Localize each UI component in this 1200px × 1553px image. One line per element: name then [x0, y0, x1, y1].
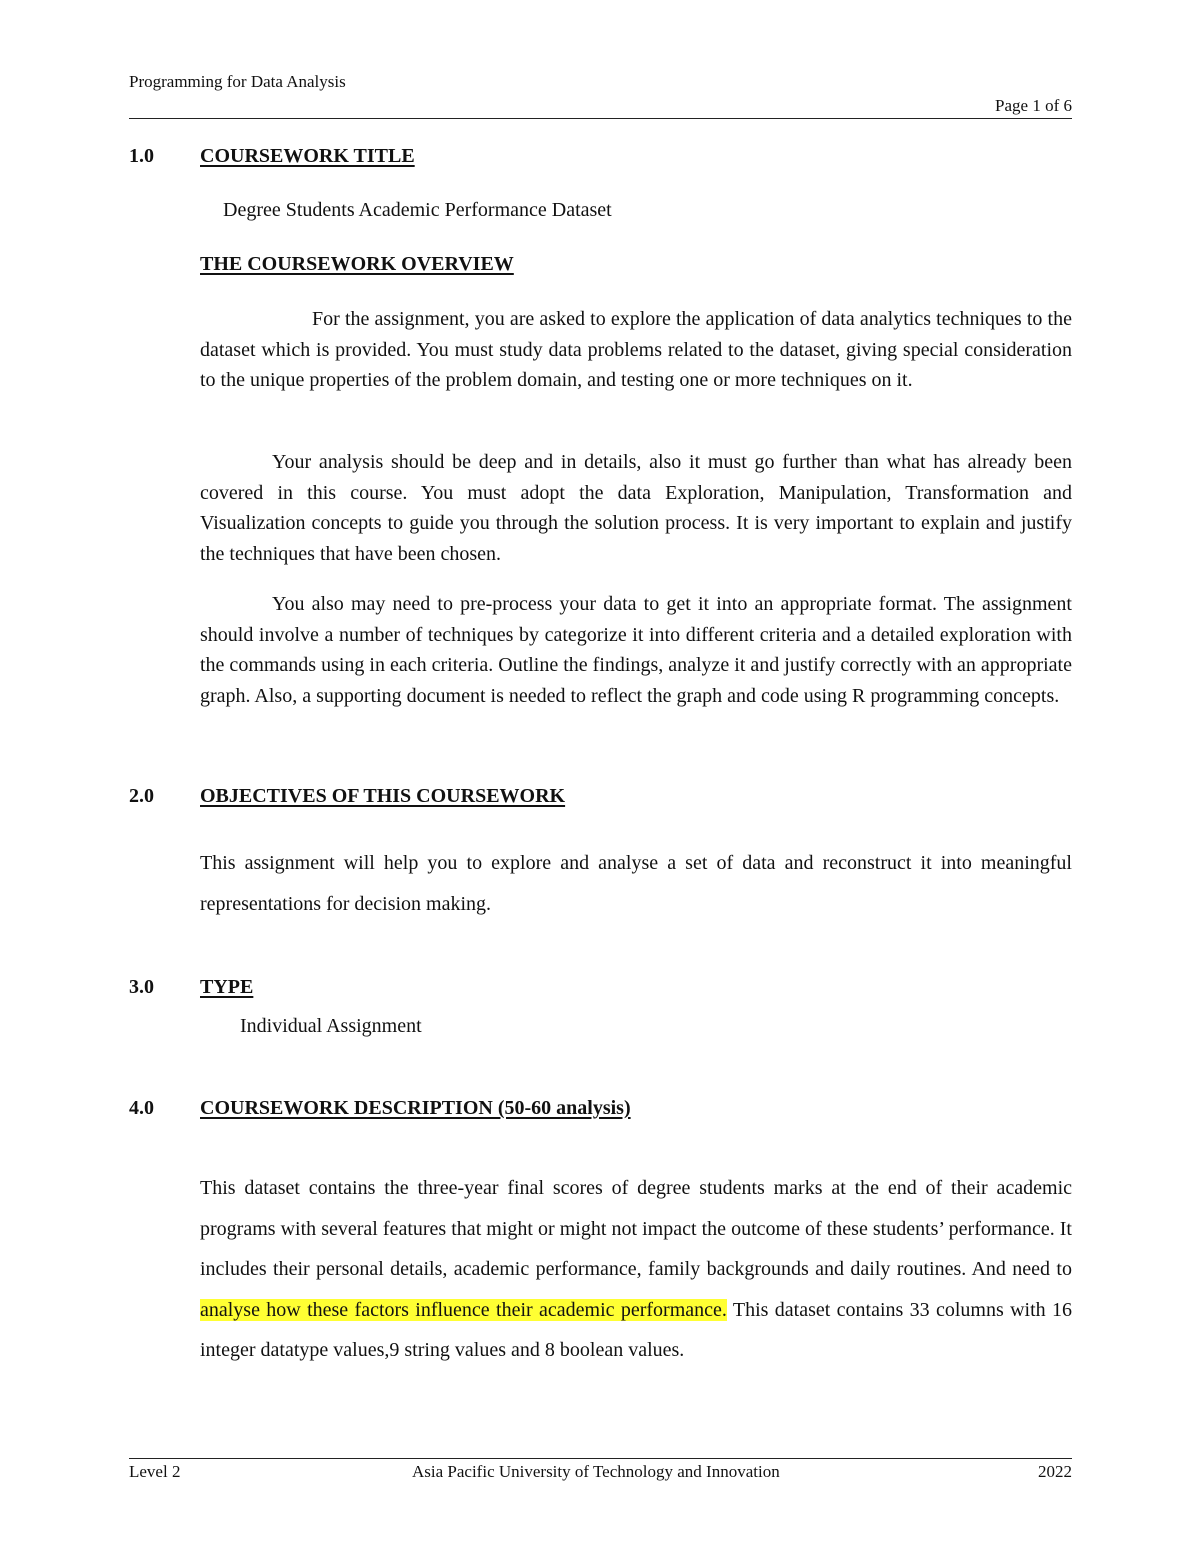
section-3-number: 3.0 [129, 976, 154, 998]
objectives-paragraph: This assignment will help you to explore and analyse a set of data and reconstruct it into meaningful representations for decision making. [200, 852, 1072, 915]
header-course-name: Programming for Data Analysis [129, 72, 346, 91]
dataset-title: Degree Students Academic Performance Dataset [223, 199, 612, 221]
assignment-type: Individual Assignment [240, 1015, 422, 1037]
section-3-title: TYPE [200, 976, 254, 998]
section-1-number: 1.0 [129, 145, 154, 167]
overview-paragraph-2: Your analysis should be deep and in details, also it must go further than what has already been covered in this course. You must adopt the data Exploration, Manipulation, Transformation and Visualization concepts to guide you through the solution process. It is very important to explain and justify the techniques that have been chosen. [200, 451, 1072, 565]
footer-year: 2022 [1038, 1462, 1072, 1481]
footer-level: Level 2 [129, 1462, 181, 1481]
overview-paragraph-3: You also may need to pre-process your data to get it into an appropriate format. The assignment should involve a number of techniques by categorize it into different criteria and a detailed exploration with the commands using in each criteria. Outline the findings, analyze it and justify correctly with an appropriate graph. Also, a supporting document is needed to reflect the graph and code using R programming concepts. [200, 593, 1072, 707]
header-divider [129, 118, 1072, 119]
overview-heading: THE COURSEWORK OVERVIEW [200, 253, 514, 275]
section-2-number: 2.0 [129, 785, 154, 807]
section-2-title: OBJECTIVES OF THIS COURSEWORK [200, 785, 566, 807]
footer-institution: Asia Pacific University of Technology and Innovation [412, 1462, 780, 1481]
footer-divider [129, 1458, 1072, 1459]
overview-paragraph-1: For the assignment, you are asked to explore the application of data analytics techniques to the dataset which is provided. You must study data problems related to the dataset, giving special consideration to the unique properties of the problem domain, and testing one or more techniques on it. [200, 308, 1072, 391]
description-text-end: This dataset contains 33 columns with 16 integer datatype values,9 string values and 8 boolean values. [200, 1298, 1072, 1361]
section-1-title: COURSEWORK TITLE [200, 145, 415, 167]
section-4-title: COURSEWORK DESCRIPTION (50-60 analysis) [200, 1097, 631, 1119]
description-text-start: This dataset contains the three-year final scores of degree students marks at the end of their academic programs with several features that might or might not impact the outcome of these students’ performance. It includes their personal details, academic performance, family backgrounds and daily routines. And need to [200, 1177, 1072, 1280]
highlighted-text: analyse how these factors influence their academic performance. [200, 1298, 727, 1321]
section-4-number: 4.0 [129, 1097, 154, 1119]
page-number: Page 1 of 6 [995, 96, 1072, 115]
description-paragraph [200, 1168, 1072, 1371]
